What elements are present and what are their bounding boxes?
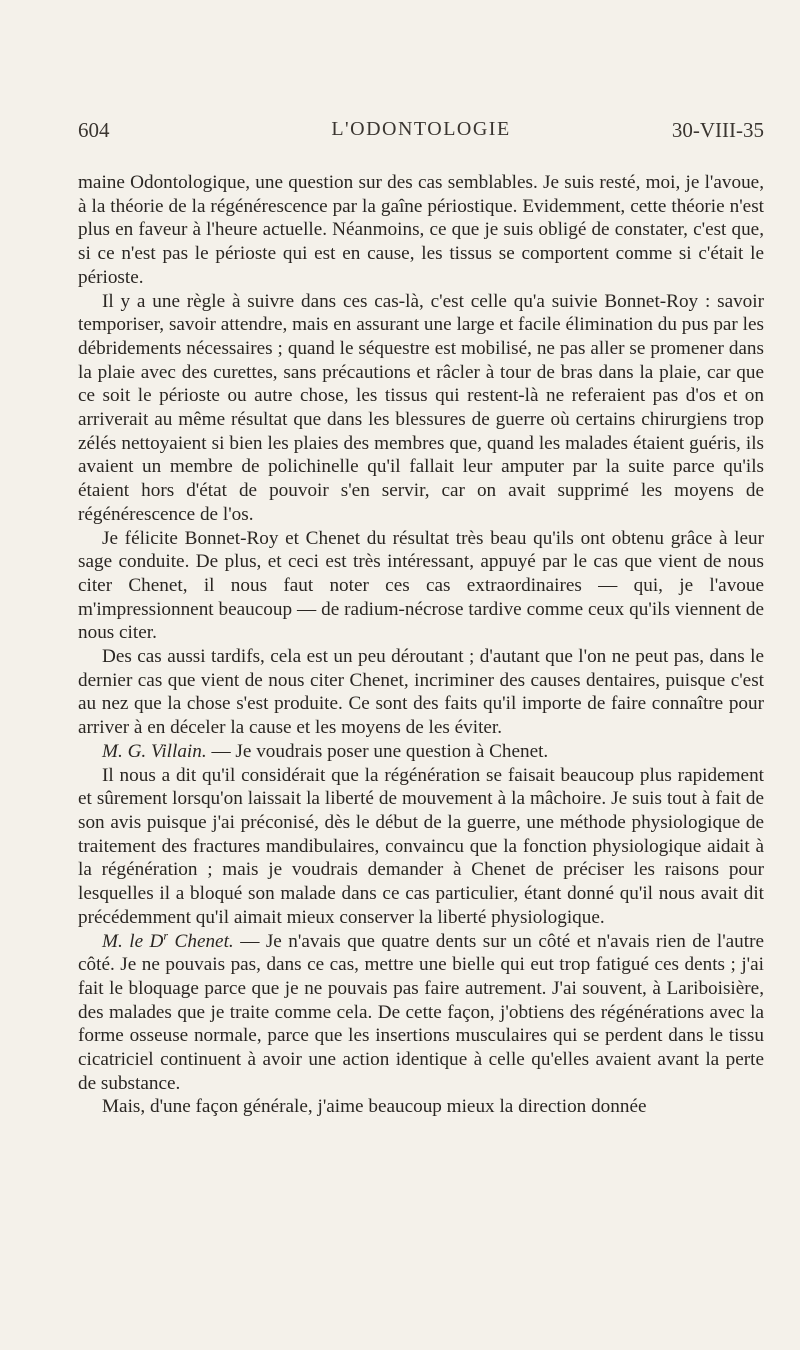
- paragraph: maine Odontologique, une question sur des cas semblables. Je suis resté, moi, je l'avoue, à la théorie de la régénérescence par la gaîne périostique. Evidemment, cette théorie n'est plus en faveur à l'heure actuelle. Néanmoins, ce que je suis obligé de constater, c'est que, si ce n'est pas le périoste qui est en cause, les tissus se comportent comme si c'était le périoste.: [78, 172, 764, 288]
- speaker-name: M. G. Villain.: [102, 740, 207, 762]
- speaker-paragraph-chenet: [78, 930, 764, 1096]
- paragraph: Il nous a dit qu'il considérait que la régénération se faisait beaucoup plus rapidement et sûrement lorsqu'on laissait la liberté de mouvement à la mâchoire. Je suis tout à fait de son avis puisque j'ai préconisé, dès le début de la guerre, une méthode physiologique de traitement des fractures mandibulaires, convaincu que la fonction physiologique aidait à la régénération ; mais je voudrais demander à Chenet de préciser les raisons pour lesquelles il a bloqué son malade dans ce cas particulier, étant donné qu'il nous avait dit précédemment qu'il aimait mieux conserver la liberté physiologique.: [78, 764, 764, 928]
- speaker-name: [102, 928, 234, 952]
- paragraph: Il y a une règle à suivre dans ces cas-là, c'est celle qu'a suivie Bonnet-Roy : savoir temporiser, savoir attendre, mais en assurant une large et facile élimination du pus par les débridements nécessaires ; quand le séquestre est mobilisé, ne pas aller se promener dans la plaie avec des curettes, sans précautions et râcler à tour de bras dans la plaie, car que ce soit le périoste ou autre chose, les tissus qui restent-là ne referaient pas d'os et on arriverait au même résultat que dans les blessures de guerre où certains chirurgiens trop zélés nettoyaient si bien les plaies des membres que, quand les malades étaient guéris, ils avaient un membre de polichinelle qu'il fallait leur amputer par la suite parce qu'ils étaient hors d'état de pouvoir s'en servir, car on avait supprimé les moyens de régénérescence de l'os.: [78, 290, 764, 525]
- page-number: 604: [78, 118, 110, 142]
- issue-date: 30-VIII-35: [671, 118, 764, 142]
- paragraph: Des cas aussi tardifs, cela est un peu déroutant ; d'autant que l'on ne peut pas, dans le dernier cas que vient de nous citer Chenet, incriminer des causes dentaires, puisque c'est au nez que la chose s'est produite. Ce sont des faits qu'il importe de faire connaître pour arriver à en déceler la cause et les moyens de les éviter.: [78, 646, 764, 739]
- paragraph: Mais, d'une façon générale, j'aime beaucoup mieux la direction donnée: [102, 1096, 647, 1118]
- journal-title: L'ODONTOLOGIE: [331, 118, 511, 140]
- speaker-text: — Je voudrais poser une question à Chenet.: [211, 740, 549, 762]
- speaker-paragraph-villain: [78, 740, 764, 764]
- running-header: [78, 118, 764, 146]
- speaker-surname: Chenet.: [168, 930, 234, 952]
- speaker-superscript: r: [163, 928, 169, 943]
- speaker-text: — Je n'avais que quatre dents sur un côté et n'avais rien de l'autre côté. Je ne pouvais pas, dans ce cas, mettre une bielle qui eut trop fatigué ces dents ; j'ai fait le bloquage parce que je ne pouvais pas faire autrement. J'ai souvent, à Lariboisière, des malades que je traite comme cela. De cette façon, j'obtiens des régénérations avec la forme osseuse normale, parce que les insertions musculaires qui se perdent dans le tissu cicatriciel continuent à avoir une action identique à celle qu'elles avaient avant la perte de substance.: [78, 930, 765, 1094]
- paragraph: Je félicite Bonnet-Roy et Chenet du résultat très beau qu'ils ont obtenu grâce à leur sage conduite. De plus, et ceci est très intéressant, appuyé par le cas que vient de nous citer Chenet, il nous faut noter ces cas extraordinaires — qui, je l'avoue m'impressionnent beaucoup — de radium-nécrose tardive comme ceux qu'ils viennent de nous citer.: [78, 527, 764, 644]
- speaker-prefix: M. le D: [102, 930, 164, 952]
- body-text: [78, 171, 764, 1119]
